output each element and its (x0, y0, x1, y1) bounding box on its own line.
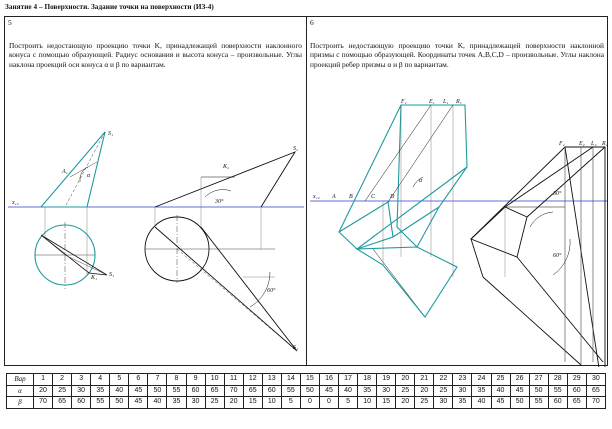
table-cell: 35 (472, 385, 491, 397)
label-E1: E₁ (429, 99, 435, 105)
table-cell: 35 (167, 397, 186, 409)
table-cell: 14 (281, 374, 300, 386)
table-cell: 16 (319, 374, 338, 386)
table-header-label: Вар (7, 374, 34, 386)
table-cell: 28 (548, 374, 567, 386)
table-cell: 25 (205, 397, 224, 409)
label-D: D (390, 194, 395, 200)
table-row-label: α (7, 385, 34, 397)
table-row-beta (7, 397, 606, 409)
table-cell: 20 (396, 397, 415, 409)
axis-label-x12-right: x₁₂ (313, 194, 320, 200)
table-cell: 65 (53, 397, 72, 409)
table-cell: 55 (167, 385, 186, 397)
label-angle30-6: 30° (553, 191, 562, 197)
table-cell: 35 (453, 397, 472, 409)
table-cell: 13 (262, 374, 281, 386)
table-cell: 70 (586, 397, 605, 409)
table-cell: 30 (453, 385, 472, 397)
table-cell: 50 (110, 397, 129, 409)
table-cell: 25 (434, 385, 453, 397)
table-cell: 20 (34, 385, 53, 397)
axis-label-x12-left: x₁₂ (12, 200, 19, 206)
table-cell: 35 (91, 385, 110, 397)
table-cell: 27 (529, 374, 548, 386)
table-cell: 11 (224, 374, 243, 386)
table-cell: 55 (548, 385, 567, 397)
table-cell: 65 (586, 385, 605, 397)
label-A1: A₁ (62, 169, 68, 175)
label-angle30-5: 30° (215, 199, 224, 205)
table-cell: 22 (434, 374, 453, 386)
label-R1: R₁ (456, 99, 462, 105)
table-cell: 60 (72, 397, 91, 409)
table-cell: 40 (472, 397, 491, 409)
table-cell: 10 (262, 397, 281, 409)
label-S1-bottom: S₁ (109, 272, 115, 278)
table-cell: 15 (300, 374, 319, 386)
table-cell: 65 (567, 397, 586, 409)
table-cell: 21 (415, 374, 434, 386)
table-cell: 30 (586, 374, 605, 386)
table-cell: 60 (262, 385, 281, 397)
table-cell: 55 (91, 397, 110, 409)
table-cell: 50 (148, 385, 167, 397)
table-cell: 26 (510, 374, 529, 386)
page-title: Занятие 4 – Поверхности. Задание точки на поверхности (ИЗ-4) (5, 3, 214, 11)
table-cell: 19 (377, 374, 396, 386)
table-cell: 65 (205, 385, 224, 397)
table-cell: 55 (281, 385, 300, 397)
table-cell: 25 (396, 385, 415, 397)
table-cell: 20 (396, 374, 415, 386)
table-cell: 70 (34, 397, 53, 409)
label-S2: S₂ (293, 146, 299, 152)
table-cell: 1 (34, 374, 53, 386)
table-cell: 60 (567, 385, 586, 397)
table-cell: 6 (129, 374, 148, 386)
task-6-number: 6 (310, 18, 314, 27)
label-K2: K₂ (223, 164, 230, 170)
table-cell: 5 (281, 397, 300, 409)
task-5-number: 5 (8, 18, 12, 27)
table-cell: 9 (186, 374, 205, 386)
table-cell: 50 (300, 385, 319, 397)
table-cell: 25 (491, 374, 510, 386)
table-cell: 45 (129, 385, 148, 397)
table-cell: 45 (510, 385, 529, 397)
table-cell: 40 (491, 385, 510, 397)
table-cell: 29 (567, 374, 586, 386)
table-cell: 10 (205, 374, 224, 386)
label-R2: R₂ (602, 141, 608, 147)
label-S1: S₁ (108, 131, 114, 137)
table-cell: 40 (148, 397, 167, 409)
label-C: C (371, 194, 376, 200)
label-angle60-6: 60° (553, 253, 562, 259)
table-cell: 70 (224, 385, 243, 397)
label-B: B (349, 194, 353, 200)
label-S1-lower: S₁ (293, 345, 299, 351)
task-sheet (4, 16, 608, 366)
label-angle60-5: 60° (267, 288, 276, 294)
task-6-text: Построить недостающую проекцию точки K, принадлежащей поверхности наклонной призмы с помощью образующей. Координаты точек A,B,C,D – произвольные. Углы наклона проекций ребер призмы α и β по вариантам. (310, 41, 604, 69)
table-cell: 40 (110, 385, 129, 397)
table-cell: 7 (148, 374, 167, 386)
label-A: A (332, 194, 336, 200)
table-cell: 0 (319, 397, 338, 409)
table-cell: 45 (491, 397, 510, 409)
prism-construction (339, 105, 605, 367)
table-cell: 10 (358, 397, 377, 409)
table-cell: 20 (415, 385, 434, 397)
table-cell: 65 (243, 385, 262, 397)
table-cell: 5 (110, 374, 129, 386)
table-cell: 23 (453, 374, 472, 386)
variants-table (6, 373, 606, 409)
table-cell: 12 (243, 374, 262, 386)
table-cell: 15 (243, 397, 262, 409)
table-cell: 25 (415, 397, 434, 409)
table-cell: 0 (300, 397, 319, 409)
label-alpha-6: α (419, 178, 423, 184)
table-cell: 3 (72, 374, 91, 386)
label-F2: F₂ (559, 141, 565, 147)
table-cell: 45 (319, 385, 338, 397)
table-cell: 17 (339, 374, 358, 386)
label-L2: L₂ (591, 141, 597, 147)
cone-construction (35, 132, 297, 351)
table-cell: 30 (434, 397, 453, 409)
table-cell: 8 (167, 374, 186, 386)
table-cell: 25 (53, 385, 72, 397)
table-row-alpha (7, 385, 606, 397)
label-alpha-5: α (87, 173, 91, 179)
table-cell: 2 (53, 374, 72, 386)
table-cell: 60 (186, 385, 205, 397)
task-5-text: Построить недостающую проекцию точки K, принадлежащей поверхности наклонного конуса с помощью образующей. Радиус основания и высота конуса – произвольные. Углы наклона проекций оси конуса α и β по вариантам. (9, 41, 302, 69)
label-E2: E₂ (579, 141, 585, 147)
table-cell: 60 (548, 397, 567, 409)
label-K1: K₁ (91, 275, 98, 281)
table-row-label: β (7, 397, 34, 409)
table-cell: 4 (91, 374, 110, 386)
table-cell: 30 (186, 397, 205, 409)
table-cell: 20 (224, 397, 243, 409)
table-cell: 45 (129, 397, 148, 409)
table-cell: 40 (339, 385, 358, 397)
geometry-drawings (5, 17, 609, 367)
label-F1: F₁ (401, 99, 407, 105)
table-cell: 30 (377, 385, 396, 397)
table-cell: 30 (72, 385, 91, 397)
table-cell: 5 (339, 397, 358, 409)
table-row-header (7, 374, 606, 386)
table-cell: 50 (510, 397, 529, 409)
label-L1: L₁ (443, 99, 449, 105)
table-cell: 55 (529, 397, 548, 409)
table-cell: 50 (529, 385, 548, 397)
table-cell: 15 (377, 397, 396, 409)
table-cell: 35 (358, 385, 377, 397)
table-cell: 18 (358, 374, 377, 386)
table-cell: 24 (472, 374, 491, 386)
